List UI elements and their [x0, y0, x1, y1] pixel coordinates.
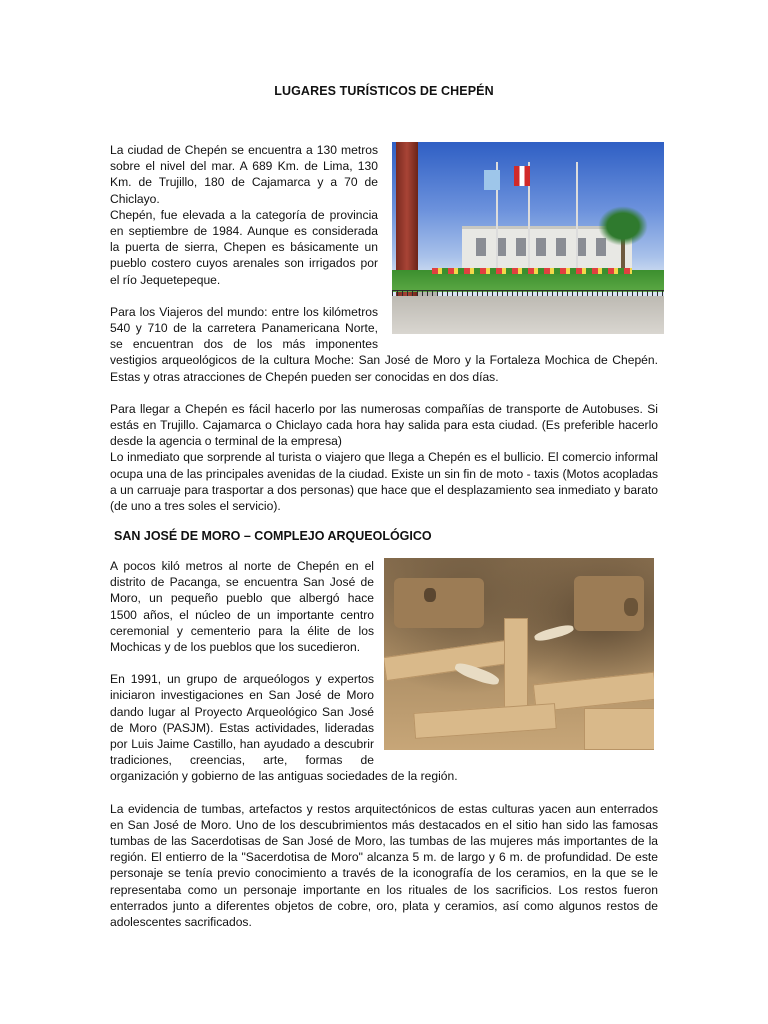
intro-paragraph: Lo inmediato que sorprende al turista o viajero que llega a Chepén es el bullicio. El comercio informal ocupa una de las principales avenidas de la ciudad. Existe un sin fin de moto - taxis (Motos acopladas a un carruaje para trasportar a dos personas) que hace que el desplazamiento sea inmediato y barato (de uno a tres soles el servicio). — [110, 450, 658, 514]
intro-paragraph: La ciudad de Chepén se encuentra a 130 metros sobre el nivel del mar. A 689 Km. de Lima, 130 Km. de Trujillo, 180 de Cajamarca y a 70 de Chiclayo. — [110, 143, 378, 206]
flag-icon — [484, 170, 500, 190]
moro-paragraph: La evidencia de tumbas, artefactos y restos arquitectónicos de estas culturas yacen aun enterrados en San José de Moro. Uno de los descubrimientos más destacados en el sitio han sido las famosas tumbas de las Sacerdotisas de San José de Moro, las tumbas de las mujeres más importantes de la región. El entierro de la "Sacerdotisa de Moro" alcanza 5 m. de largo y 6 m. de profundidad. De este personaje se tenía previo conocimiento a través de la iconografía de los ceramios, en la que se le representaba como un personaje importante en los rituales de los sacrificios. Los restos fueron enterrados junto a diferentes objetos de cobre, oro, plata y ceramios, así como algunos restos de adolescentes sacrificados. — [110, 801, 658, 930]
skeleton-remains — [533, 623, 574, 643]
intro-paragraph: Chepén, fue elevada a la categoría de provincia en septiembre de 1984. Aunque es considerada la puerta de sierra, Chepen es básicamente un pueblo costero cuyos arenales son irrigados por el río Jequetepeque. — [110, 207, 378, 287]
ceramic-vessel — [624, 598, 638, 616]
moro-paragraph: En 1991, un grupo de arqueólogos y expertos iniciaron investigaciones en San José de Moro dando lugar al Proyecto Arqueológico San José de Moro (PASJM). Estas actividades, lideradas por Luis Jaime Castillo, han ayudado a descubrir tradiciones, creencias, arte, formas de organización y gobierno de las antiguas sociedades de la región. — [110, 672, 458, 784]
intro-paragraph: Para llegar a Chepén es fácil hacerlo por las numerosas compañías de transporte de Autobuses. Si estás en Trujillo. Cajamarca o Chiclayo cada hora hay salida para esta ciudad. (Es preferible hacerlo desde la agencia o terminal de la empresa) — [110, 401, 658, 449]
flag-icon — [514, 166, 530, 186]
page-title: LUGARES TURÍSTICOS DE CHEPÉN — [274, 84, 494, 98]
section-heading: SAN JOSÉ DE MORO – COMPLEJO ARQUEOLÓGICO — [114, 529, 432, 543]
intro-paragraph: Para los Viajeros del mundo: entre los kilómetros 540 y 710 de la carretera Panamericana Norte, se encuentran dos de los más imponentes vestigios arqueológicos de la cultura Moche: San José de Moro y la Fortaleza Mochica de Chepén. Estas y otras atracciones de Chepén pueden ser conocidas en dos días. — [110, 304, 658, 384]
plaza-photo — [392, 142, 664, 334]
palm-tree — [598, 206, 648, 246]
moro-paragraph: A pocos kiló metros al norte de Chepén en el distrito de Pacanga, se encuentra San José de Moro, un pequeño pueblo que albergó hace 1500 años, el núcleo de un importante centro ceremonial y cementerio para la élite de los Mochicas y de los pueblos que los sucedieron. — [110, 559, 374, 655]
excavation-photo — [384, 558, 654, 750]
ceramic-vessel — [424, 588, 436, 602]
